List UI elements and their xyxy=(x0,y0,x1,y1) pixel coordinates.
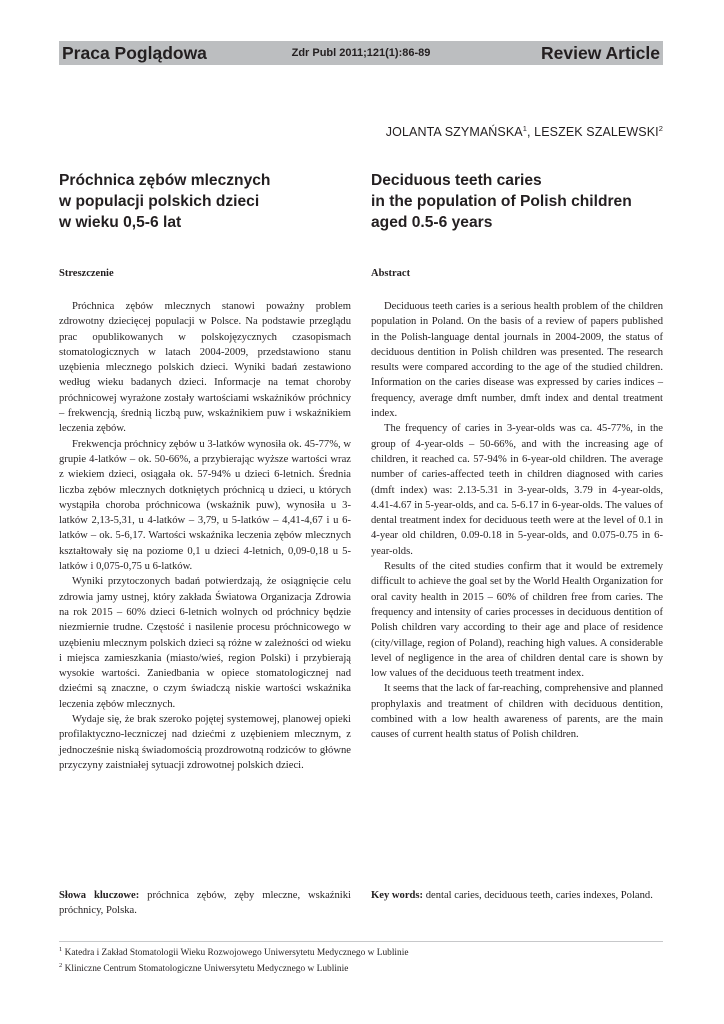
keywords-label: Key words: xyxy=(371,890,424,901)
footnote xyxy=(59,944,663,960)
title-english-line: Deciduous teeth caries xyxy=(371,172,542,189)
footnote-text: Kliniczne Centrum Stomatologiczne Uniwersytetu Medycznego w Lublinie xyxy=(62,963,349,974)
keywords-label: Słowa kluczowe: xyxy=(59,890,140,901)
title-polish-line: Próchnica zębów mlecznych xyxy=(59,172,271,189)
abstract-paragraph: Wydaje się, że brak szeroko pojętej systemowej, planowej opieki profilaktyczno-leczniczej nad dziećmi z uzębieniem mlecznym, z jednocześnie niską świadomością prozdrowotną rodziców to główne przyczyny zaistniałej sytuacji zdrowotnej polskich dzieci. xyxy=(59,714,351,771)
abstract-body-pl xyxy=(59,299,351,773)
abstract-paragraph: It seems that the lack of far-reaching, comprehensive and planned prophylaxis and treatment of children with deciduous dentition, combined with a low health awareness of parents, are the main causes of current health status of Polish children. xyxy=(371,683,663,741)
authors xyxy=(59,124,663,139)
abstract-paragraph: The frequency of caries in 3-year-olds was ca. 45-77%, in the group of 4-year-olds – 50-66%, and with the increasing age of children, it reached ca. 57-94% in 6-year-old children. The average number of caries-affected teeth in children diagnosed with caries (dmft index) was: 2.13-5.31 in 3-year-olds, 3.79 in 4-year-olds, 4.41-4.67 in 5-year-olds, and ca. 5-6.17 in 6-year-olds. The values of dental treatment index for deciduous teeth were at the level of 0.1 in 4-year old children, 0.09-0.18 in 5-year-olds, and 0.075-0.75 in 6-year-olds. xyxy=(371,423,663,557)
keywords-en xyxy=(371,888,663,903)
keywords-text: próchnica zębów, zęby mleczne, wskaźniki próchnicy, Polska. xyxy=(59,890,351,917)
title-english xyxy=(371,170,632,233)
title-polish-line: w wieku 0,5-6 lat xyxy=(59,214,182,231)
journal-header-band xyxy=(59,41,663,65)
abstract-paragraph: Wyniki przytoczonych badań potwierdzają, że osiągnięcie celu zdrowia jamy ustnej, który zakłada Światowa Organizacja Zdrowia na rok 2015 – 60% dzieci 6-letnich wolnych od próchnicy będzie niezmiernie trudne. Częstość i nasilenie procesu próchnicowego w uzębieniu mlecznym polskich dzieci są różne w zależności od wieku i miejsca zamieszkania (miasto/wieś, region Polski) i przybierają wysokie wartości. Zaniedbania w opiece stomatologicznej nad dziećmi są znaczne, o czym świadczą niskie wartości wskaźnika leczenia zębów mlecznych. xyxy=(59,576,351,710)
article-type-en: Review Article xyxy=(541,42,660,63)
article-type-pl: Praca Poglądowa xyxy=(62,42,207,63)
footnote-marker: 1 xyxy=(59,946,63,953)
title-english-line: in the population of Polish children xyxy=(371,193,632,210)
footnote-divider xyxy=(59,941,663,942)
footnote-text: Katedra i Zakład Stomatologii Wieku Rozwojowego Uniwersytetu Medycznego w Lublinie xyxy=(62,948,409,959)
author-2-affil: 2 xyxy=(658,124,663,133)
keywords-text: dental caries, deciduous teeth, caries indexes, Poland. xyxy=(423,890,653,901)
title-polish-line: w populacji polskich dzieci xyxy=(59,193,260,210)
title-polish xyxy=(59,170,270,233)
author-1: JOLANTA SZYMAŃSKA xyxy=(385,125,523,140)
author-separator: , xyxy=(527,125,535,140)
abstract-paragraph: Results of the cited studies confirm that it would be extremely difficult to achieve the goal set by the World Health Organization for oral cavity health in 2015 – 60% of children free from caries. The frequency and intensity of caries processes in deciduous dentition of Polish children vary according to their age and place of residence (city/village, region of Poland), reaching high values. A considerable level of negligence in the area of children dental care is shown by low values of the deciduous teeth treatment index. xyxy=(371,561,663,680)
footnote xyxy=(59,960,663,976)
abstract-heading-en: Abstract xyxy=(371,268,411,279)
abstract-paragraph: Deciduous teeth caries is a serious health problem of the children population in Poland. On the basis of a review of papers published in the Polish-language dental journals in 2004-2009, the status of deciduous dentition in Polish children was presented. The research results were compared according to the age of the studied children. Information on the caries disease was expressed by caries indices – frequency, average dmft number, dmft index and dental treatment index. xyxy=(371,301,663,420)
abstract-paragraph: Próchnica zębów mlecznych stanowi poważny problem zdrowotny dziecięcej populacji w Polsce. Na podstawie przeglądu prac opublikowanych w polskojęzycznych czasopismach stomatologicznych w latach 2004-2009, przedstawiono stanu uzębienia mlecznego polskich dzieci. Wyniki badań zestawiono według wieku badanych dzieci. Informacje na temat choroby próchnicowej wyrażone zostały wartościami wskaźników próchnicy – frekwencją, średnią liczbą puw, wskaźnikiem puw i wskaźnikiem leczenia zębów. xyxy=(59,301,351,435)
author-1-affil: 1 xyxy=(522,124,527,133)
keywords-pl xyxy=(59,888,351,919)
title-english-line: aged 0.5-6 years xyxy=(371,214,493,231)
abstract-heading-pl: Streszczenie xyxy=(59,268,114,279)
footnotes xyxy=(59,944,663,975)
author-2: LESZEK SZALEWSKI xyxy=(534,125,659,140)
citation: Zdr Publ 2011;121(1):86-89 xyxy=(291,47,431,59)
abstract-body-en xyxy=(371,299,663,743)
footnote-marker: 2 xyxy=(59,961,63,969)
abstract-paragraph: Frekwencja próchnicy zębów u 3-latków wynosiła ok. 45-77%, w grupie 4-latków – ok. 50-66%, a przybierając wyższe wartości wraz z wiekiem dzieci, osiągała ok. 57-94% u dzieci 6-letnich. Średnia liczba zębów mlecznych dotkniętych próchnicą u dzieci, u których wystąpiła choroba próchnicowa (wskaźnik puw), wynosiła u 3-latków 2,13-5,31, u 4-latków – 3,79, u 5-latków – 4,41-4,67 i u 6-latków – ok. 5-6,17. Wartości wskaźnika leczenia zębów mlecznych kształtowały się na poziome 0,1 u dzieci 4-letnich, 0,09-0,18 u 5-latków i 0,075-0,75 u 6-latków. xyxy=(59,438,351,573)
